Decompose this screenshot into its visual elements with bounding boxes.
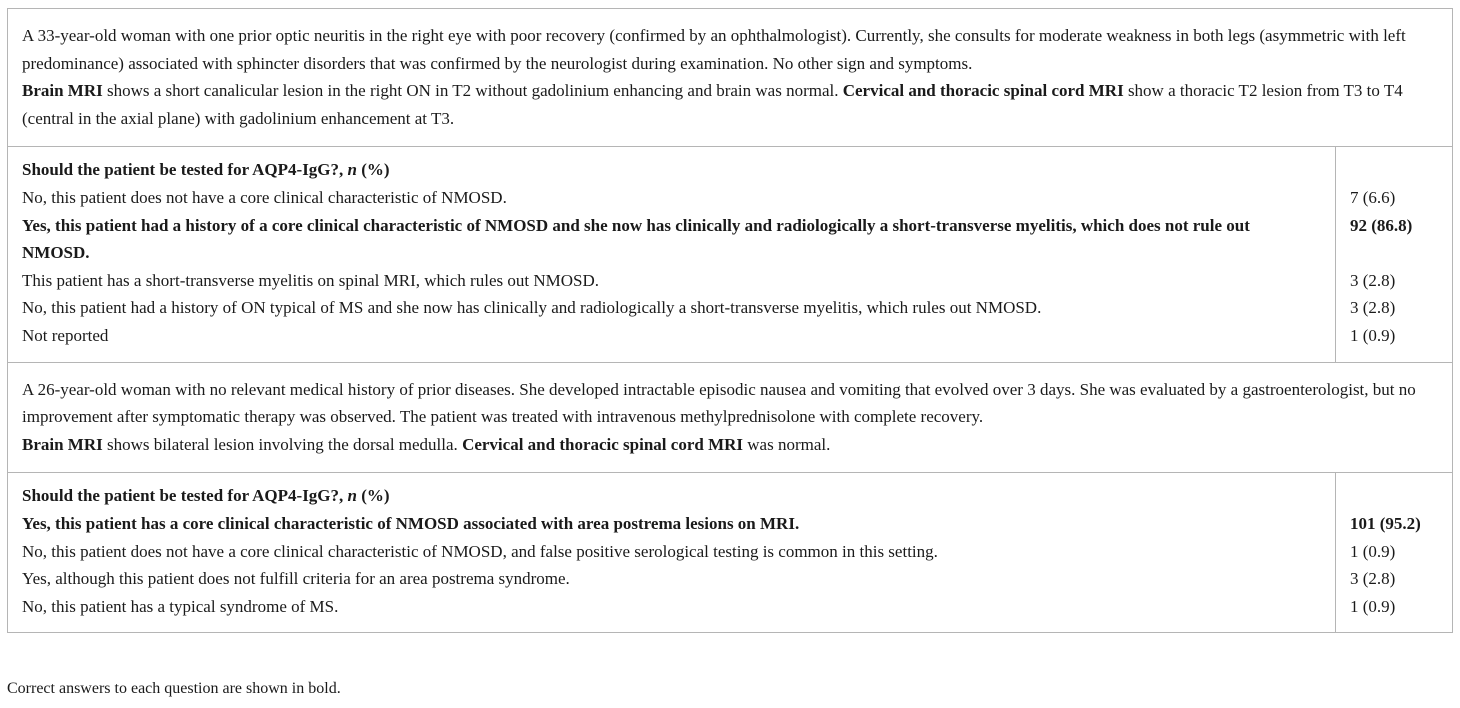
- case2-mri: [22, 431, 1438, 459]
- answer-text: No, this patient does not have a core clinical characteristic of NMOSD.: [22, 187, 507, 207]
- answer-text: No, this patient has a typical syndrome of MS.: [22, 596, 339, 616]
- case1-intro: A 33-year-old woman with one prior optic neuritis in the right eye with poor recovery (confirmed by an ophthalmologist). Currently, she consults for moderate weakness in both legs (asymmetric with left predominance) associated with sphincter disorders that was confirmed by the neurologist during examination. No other sign and symptoms.: [22, 26, 1406, 73]
- case1-brain-mri-text: shows a short canalicular lesion in the right ON in T2 without gadolinium enhancing and brain was normal.: [102, 81, 843, 101]
- answer-count-correct: 101 (95.2): [1350, 513, 1421, 533]
- case2-row: [8, 362, 1453, 473]
- case1-mri: [22, 77, 1438, 132]
- survey-table-container: [7, 8, 1453, 633]
- answer-count: 3 (2.8): [1350, 270, 1396, 290]
- case2-brain-mri-label: Brain MRI: [22, 434, 103, 454]
- answer-text-correct: Yes, this patient has a core clinical characteristic of NMOSD associated with area postrema lesions on MRI.: [22, 513, 800, 533]
- case2-spinal-mri-label: Cervical and thoracic spinal cord MRI: [462, 434, 744, 454]
- question2-row: [8, 473, 1453, 633]
- case1-spinal-mri-label: Cervical and thoracic spinal cord MRI: [842, 81, 1124, 101]
- case1-spinal-mri-text: show a thoracic T2 lesion from T3 to T4 (central in the axial plane) with gadolinium enhancement at T3.: [22, 81, 1403, 128]
- answer-text: No, this patient does not have a core clinical characteristic of NMOSD, and false positive serological testing is common in this setting.: [22, 541, 938, 561]
- answer-count: 3 (2.8): [1350, 569, 1396, 589]
- case1-row: [8, 9, 1453, 147]
- answer-count: 1 (0.9): [1350, 596, 1396, 616]
- answer-count: 1 (0.9): [1350, 325, 1396, 345]
- answer-count: 7 (6.6): [1350, 187, 1396, 207]
- answer-count: 1 (0.9): [1350, 541, 1396, 561]
- case1-brain-mri-label: Brain MRI: [22, 81, 103, 101]
- question1-answers-cell: [8, 147, 1336, 362]
- answer-text: This patient has a short-transverse myelitis on spinal MRI, which rules out NMOSD.: [22, 270, 599, 290]
- survey-table: [7, 8, 1453, 633]
- case2-spinal-mri-text: was normal.: [743, 434, 831, 454]
- question2-counts-cell: [1336, 473, 1453, 633]
- case2-description: [8, 362, 1453, 473]
- answer-text: Not reported: [22, 325, 109, 345]
- answer-text: No, this patient had a history of ON typical of MS and she now has clinically and radiologically a short-transverse myelitis, which rules out NMOSD.: [22, 298, 1042, 318]
- case2-brain-mri-text: shows bilateral lesion involving the dorsal medulla.: [102, 434, 463, 454]
- table-footnote: Correct answers to each question are shown in bold.: [7, 680, 341, 697]
- question2-answers-cell: [8, 473, 1336, 633]
- answer-count: 3 (2.8): [1350, 298, 1396, 318]
- question2-header: Should the patient be tested for AQP4-IgG?, n (%): [22, 486, 390, 506]
- question1-row: [8, 147, 1453, 362]
- question1-header: Should the patient be tested for AQP4-IgG?, n (%): [22, 160, 390, 180]
- answer-text: Yes, although this patient does not fulfill criteria for an area postrema syndrome.: [22, 569, 570, 589]
- question1-counts-cell: [1336, 147, 1453, 362]
- answer-text-correct: Yes, this patient had a history of a core clinical characteristic of NMOSD and she now has clinically and radiologically a short-transverse myelitis, which does not rule out NMOSD.: [22, 215, 1250, 263]
- answer-count-correct: 92 (86.8): [1350, 215, 1413, 235]
- case1-description: [8, 9, 1453, 147]
- case2-intro: A 26-year-old woman with no relevant medical history of prior diseases. She developed intractable episodic nausea and vomiting that evolved over 3 days. She was evaluated by a gastroenterologist, but no improvement after symptomatic therapy was observed. The patient was treated with intravenous methylprednisolone with complete recovery.: [22, 379, 1416, 427]
